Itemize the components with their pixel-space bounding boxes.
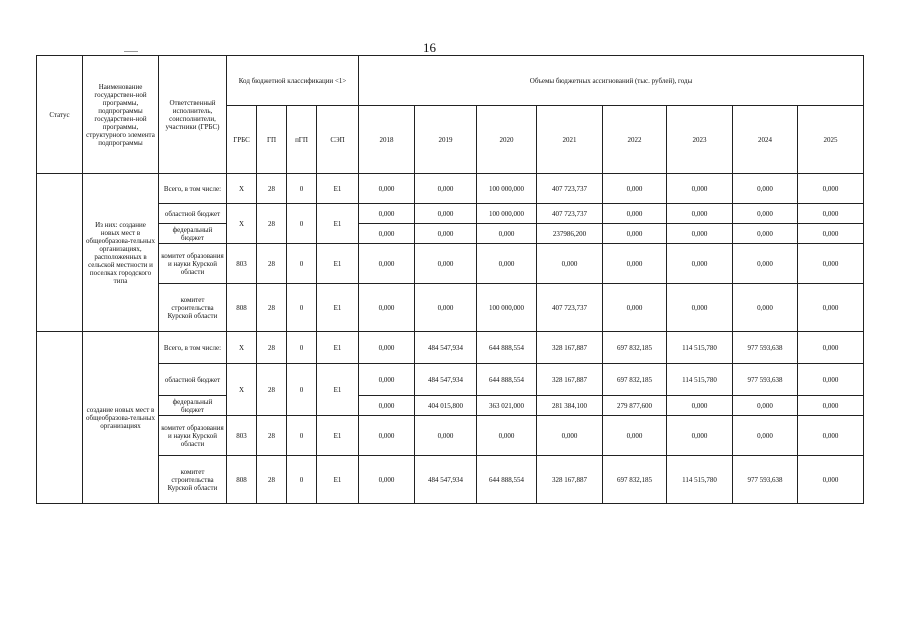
gp-cell: 28 [257,416,287,456]
gp-cell: 28 [257,174,287,204]
pgp-cell: 0 [287,416,317,456]
value-cell: 0,000 [359,224,415,244]
value-cell: 0,000 [359,244,415,284]
value-cell: 977 593,638 [733,332,798,364]
value-cell: 0,000 [733,244,798,284]
scan-mark [124,51,138,52]
grbs-cell: 808 [227,456,257,504]
pgp-cell: 0 [287,364,317,416]
header-pgp: пГП [287,106,317,174]
value-cell: 0,000 [798,174,864,204]
value-cell: 0,000 [603,224,667,244]
value-cell: 0,000 [477,244,537,284]
header-program-name: Наименование государствен-ной программы, подпрограммы государствен-ной программы, структурного элемента подпрограммы [83,56,159,174]
value-cell: 697 832,185 [603,364,667,396]
value-cell: 0,000 [798,396,864,416]
value-cell: 407 723,737 [537,204,603,224]
header-year: 2023 [667,106,733,174]
gp-cell: 28 [257,284,287,332]
header-gp: ГП [257,106,287,174]
source-cell: Всего, в том числе: [159,174,227,204]
pgp-cell: 0 [287,284,317,332]
grbs-cell: 803 [227,244,257,284]
source-cell: федеральный бюджет [159,224,227,244]
value-cell: 0,000 [667,416,733,456]
table-row [37,284,864,332]
value-cell: 0,000 [415,284,477,332]
pgp-cell: 0 [287,204,317,244]
value-cell: 0,000 [415,244,477,284]
sep-cell: E1 [317,456,359,504]
header-year: 2018 [359,106,415,174]
value-cell: 0,000 [603,284,667,332]
value-cell: 0,000 [798,332,864,364]
value-cell: 0,000 [733,396,798,416]
table-row [37,332,864,364]
gp-cell: 28 [257,332,287,364]
header-year: 2019 [415,106,477,174]
source-cell: областной бюджет [159,364,227,396]
header-executor: Ответственный исполнитель, соисполнители, участники (ГРБС) [159,56,227,174]
source-cell: федеральный бюджет [159,396,227,416]
pgp-cell: 0 [287,174,317,204]
value-cell: 0,000 [798,244,864,284]
grbs-cell: X [227,174,257,204]
gp-cell: 28 [257,204,287,244]
value-cell: 0,000 [359,416,415,456]
value-cell: 0,000 [603,174,667,204]
grbs-cell: 803 [227,416,257,456]
value-cell: 328 167,887 [537,364,603,396]
status-cell [37,332,83,504]
value-cell: 0,000 [733,224,798,244]
gp-cell: 28 [257,364,287,416]
sep-cell: E1 [317,174,359,204]
status-cell [37,174,83,332]
value-cell: 0,000 [798,204,864,224]
value-cell: 0,000 [667,244,733,284]
pgp-cell: 0 [287,456,317,504]
value-cell: 0,000 [359,204,415,224]
table-row [37,416,864,456]
value-cell: 0,000 [798,364,864,396]
pgp-cell: 0 [287,244,317,284]
table-row [37,204,864,224]
value-cell: 0,000 [359,456,415,504]
value-cell: 0,000 [733,174,798,204]
value-cell: 697 832,185 [603,332,667,364]
table-row [37,364,864,396]
header-volumes-group: Объемы бюджетных ассигнований (тыс. рублей), годы [359,56,864,106]
value-cell: 0,000 [798,224,864,244]
value-cell: 0,000 [415,224,477,244]
sep-cell: E1 [317,284,359,332]
header-bcc-group: Код бюджетной классификации <1> [227,56,359,106]
value-cell: 0,000 [359,284,415,332]
value-cell: 0,000 [733,416,798,456]
value-cell: 100 000,000 [477,204,537,224]
source-cell: комитет образования и науки Курской области [159,416,227,456]
value-cell: 0,000 [667,204,733,224]
value-cell: 977 593,638 [733,456,798,504]
value-cell: 281 384,100 [537,396,603,416]
value-cell: 100 000,000 [477,174,537,204]
pgp-cell: 0 [287,332,317,364]
header-year: 2021 [537,106,603,174]
value-cell: 114 515,780 [667,456,733,504]
value-cell: 328 167,887 [537,332,603,364]
source-cell: комитет строительства Курской области [159,456,227,504]
source-cell: комитет образования и науки Курской области [159,244,227,284]
table-row [37,224,864,244]
header-year: 2025 [798,106,864,174]
value-cell: 328 167,887 [537,456,603,504]
header-year: 2022 [603,106,667,174]
value-cell: 0,000 [667,174,733,204]
value-cell: 0,000 [798,456,864,504]
budget-allocation-table [36,55,864,504]
value-cell: 114 515,780 [667,332,733,364]
value-cell: 114 515,780 [667,364,733,396]
header-sep: СЭП [317,106,359,174]
sep-cell: E1 [317,416,359,456]
value-cell: 407 723,737 [537,284,603,332]
value-cell: 0,000 [477,416,537,456]
value-cell: 0,000 [733,284,798,332]
header-year: 2024 [733,106,798,174]
value-cell: 644 888,554 [477,456,537,504]
sep-cell: E1 [317,364,359,416]
value-cell: 0,000 [359,364,415,396]
value-cell: 0,000 [415,174,477,204]
grbs-cell: 808 [227,284,257,332]
source-cell: комитет строительства Курской области [159,284,227,332]
value-cell: 0,000 [798,416,864,456]
value-cell: 0,000 [667,284,733,332]
value-cell: 484 547,934 [415,364,477,396]
value-cell: 0,000 [603,244,667,284]
value-cell: 407 723,737 [537,174,603,204]
value-cell: 0,000 [359,174,415,204]
sep-cell: E1 [317,204,359,244]
grbs-cell: X [227,332,257,364]
value-cell: 0,000 [359,332,415,364]
header-grbs: ГРБС [227,106,257,174]
program-name-cell: создание новых мест в общеобразова-тельных организациях [83,332,159,504]
value-cell: 0,000 [603,416,667,456]
gp-cell: 28 [257,244,287,284]
grbs-cell: X [227,204,257,244]
value-cell: 0,000 [667,396,733,416]
page-number: 16 [423,40,436,55]
value-cell: 644 888,554 [477,332,537,364]
header-status: Статус [37,56,83,174]
header-year: 2020 [477,106,537,174]
value-cell: 0,000 [359,396,415,416]
source-cell: областной бюджет [159,204,227,224]
program-name-cell: Из них: создание новых мест в общеобразова-тельных организациях, расположенных в сельской местности и поселках городского типа [83,174,159,332]
value-cell: 0,000 [537,244,603,284]
value-cell: 0,000 [415,416,477,456]
value-cell: 237986,200 [537,224,603,244]
table-row [37,174,864,204]
value-cell: 279 877,600 [603,396,667,416]
value-cell: 0,000 [798,284,864,332]
value-cell: 0,000 [667,224,733,244]
value-cell: 363 021,000 [477,396,537,416]
value-cell: 0,000 [415,204,477,224]
gp-cell: 28 [257,456,287,504]
value-cell: 0,000 [603,204,667,224]
value-cell: 100 000,000 [477,284,537,332]
value-cell: 644 888,554 [477,364,537,396]
value-cell: 977 593,638 [733,364,798,396]
table-row [37,396,864,416]
value-cell: 484 547,934 [415,456,477,504]
source-cell: Всего, в том числе: [159,332,227,364]
sep-cell: E1 [317,244,359,284]
value-cell: 404 015,800 [415,396,477,416]
grbs-cell: X [227,364,257,416]
value-cell: 0,000 [477,224,537,244]
table-row [37,456,864,504]
table-row [37,244,864,284]
value-cell: 0,000 [537,416,603,456]
value-cell: 0,000 [733,204,798,224]
value-cell: 697 832,185 [603,456,667,504]
value-cell: 484 547,934 [415,332,477,364]
sep-cell: E1 [317,332,359,364]
